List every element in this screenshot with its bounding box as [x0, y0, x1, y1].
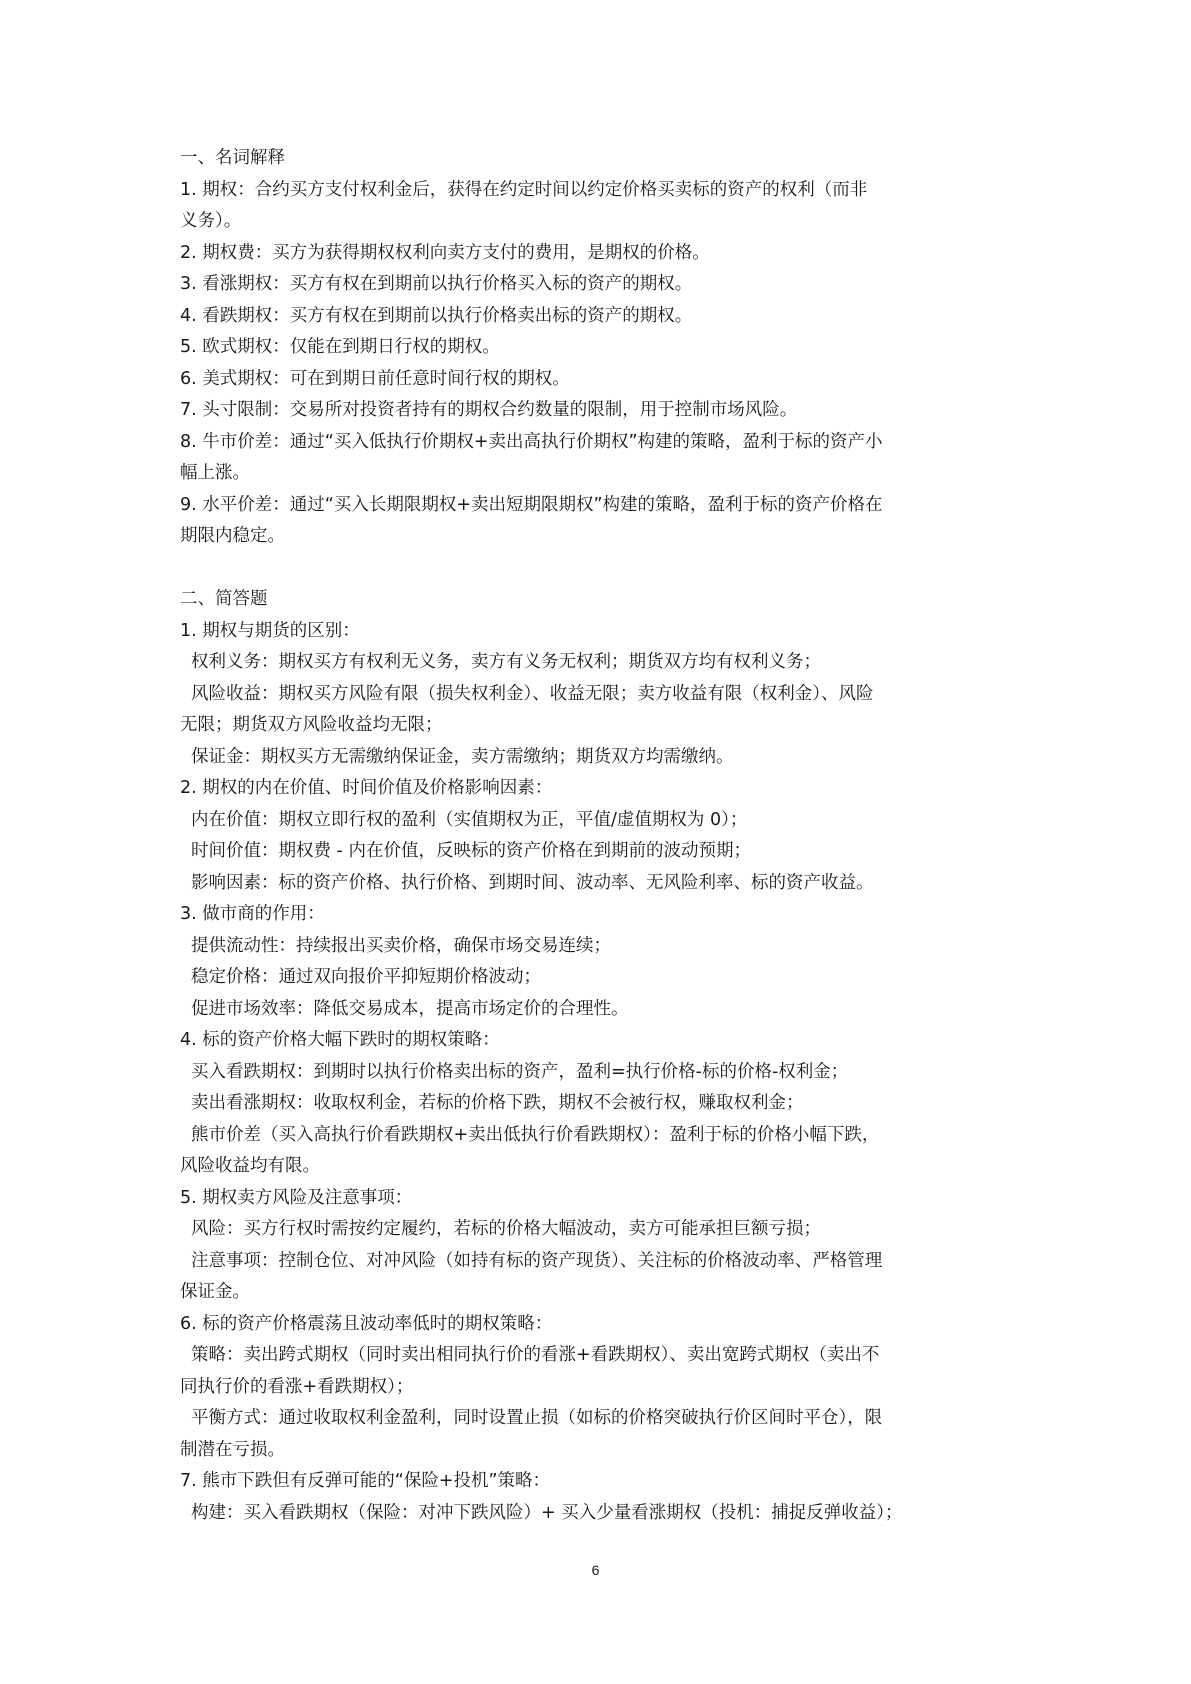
- short-answers-list: [180, 616, 1015, 1530]
- section-heading-definitions: 一、名词解释: [180, 148, 285, 168]
- text-line: 内在价值：期权立即行权的盈利（实值期权为正，平值/虚值期权为 0）；: [191, 809, 748, 830]
- text-line: 7. 头寸限制：交易所对投资者持有的期权合约数量的限制，用于控制市场风险。: [180, 400, 798, 420]
- text-line: 注意事项：控制仓位、对冲风险（如持有标的资产现货）、关注标的价格波动率、严格管理: [191, 1250, 883, 1271]
- text-line: 风险收益：期权买方风险有限（损失权利金）、收益无限；卖方收益有限（权利金）、风险: [191, 683, 874, 704]
- text-line: 影响因素：标的资产价格、执行价格、到期时间、波动率、无风险利率、标的资产收益。: [191, 872, 874, 893]
- text-line: 稳定价格：通过双向报价平抑短期价格波动；: [191, 967, 541, 987]
- text-line: 构建：买入看跌期权（保险：对冲下跌风险）+ 买入少量看涨期权（投机：捕捉反弹收益）；: [191, 1502, 903, 1523]
- text-line: 促进市场效率：降低交易成本，提高市场定价的合理性。: [191, 998, 629, 1019]
- text-line: 2. 期权的内在价值、时间价值及价格影响因素：: [180, 778, 553, 798]
- text-line: 1. 期权：合约买方支付权利金后，获得在约定时间以约定价格买卖标的资产的权利（而非: [180, 179, 868, 200]
- page-number: 6: [591, 1562, 600, 1578]
- text-line: 4. 看跌期权：买方有权在到期前以执行价格卖出标的资产的期权。: [180, 305, 693, 326]
- text-line: 提供流动性：持续报出买卖价格，确保市场交易连续；: [191, 935, 611, 956]
- text-line: 6. 美式期权：可在到期日前任意时间行权的期权。: [180, 368, 570, 389]
- definitions-list: [180, 175, 1015, 553]
- text-line: 卖出看涨期权：收取权利金，若标的价格下跌，期权不会被行权，赚取权利金；: [191, 1093, 804, 1113]
- text-line: 保证金。: [180, 1282, 250, 1302]
- text-line: 8. 牛市价差：通过“买入低执行价期权+卖出高执行价期权”构建的策略，盈利于标的资产小: [180, 431, 883, 452]
- section-heading-short-answers: 二、简答题: [180, 589, 268, 609]
- text-line: 期限内稳定。: [180, 526, 285, 546]
- text-line: 无限；期货双方风险收益均无限；: [180, 715, 443, 735]
- text-line: 4. 标的资产价格大幅下跌时的期权策略：: [180, 1030, 500, 1050]
- text-line: 幅上涨。: [180, 463, 250, 483]
- page-content: [180, 143, 1015, 1529]
- text-line: 保证金：期权买方无需缴纳保证金，卖方需缴纳；期货双方均需缴纳。: [191, 746, 734, 767]
- text-line: 风险：买方行权时需按约定履约，若标的价格大幅波动，卖方可能承担巨额亏损；: [191, 1219, 821, 1239]
- text-line: 义务）。: [180, 211, 242, 231]
- text-line: 制潜在亏损。: [180, 1439, 285, 1460]
- text-line: 策略：卖出跨式期权（同时卖出相同执行价的看涨+看跌期权）、卖出宽跨式期权（卖出不: [191, 1345, 880, 1365]
- text-line: 时间价值：期权费 - 内在价值，反映标的资产价格在到期前的波动预期；: [191, 841, 751, 861]
- text-line: 1. 期权与期货的区别：: [180, 620, 360, 641]
- text-line: 权利义务：期权买方有权利无义务，卖方有义务无权利；期货双方均有权利义务；: [191, 652, 821, 672]
- text-line: 3. 看涨期权：买方有权在到期前以执行价格买入标的资产的期权。: [180, 274, 693, 294]
- text-line: 平衡方式：通过收取权利金盈利，同时设置止损（如标的价格突破执行价区间时平仓），限: [191, 1408, 883, 1428]
- text-line: 5. 欧式期权：仅能在到期日行权的期权。: [180, 337, 500, 357]
- text-line: 7. 熊市下跌但有反弹可能的“保险+投机”策略：: [180, 1471, 551, 1491]
- text-line: 风险收益均有限。: [180, 1156, 320, 1176]
- text-line: 熊市价差（买入高执行价看跌期权+卖出低执行价看跌期权）：盈利于标的价格小幅下跌，: [191, 1124, 880, 1145]
- text-line: 买入看跌期权：到期时以执行价格卖出标的资产，盈利=执行价格-标的价格-权利金；: [191, 1061, 849, 1082]
- text-line: 5. 期权卖方风险及注意事项：: [180, 1187, 413, 1208]
- text-line: 9. 水平价差：通过“买入长期限期权+卖出短期限期权”构建的策略，盈利于标的资产价格在: [180, 494, 883, 515]
- text-line: 同执行价的看涨+看跌期权）；: [180, 1376, 414, 1397]
- text-line: 2. 期权费：买方为获得期权权利向卖方支付的费用，是期权的价格。: [180, 242, 710, 263]
- text-line: 6. 标的资产价格震荡且波动率低时的期权策略：: [180, 1313, 553, 1334]
- text-line: 3. 做市商的作用：: [180, 904, 325, 924]
